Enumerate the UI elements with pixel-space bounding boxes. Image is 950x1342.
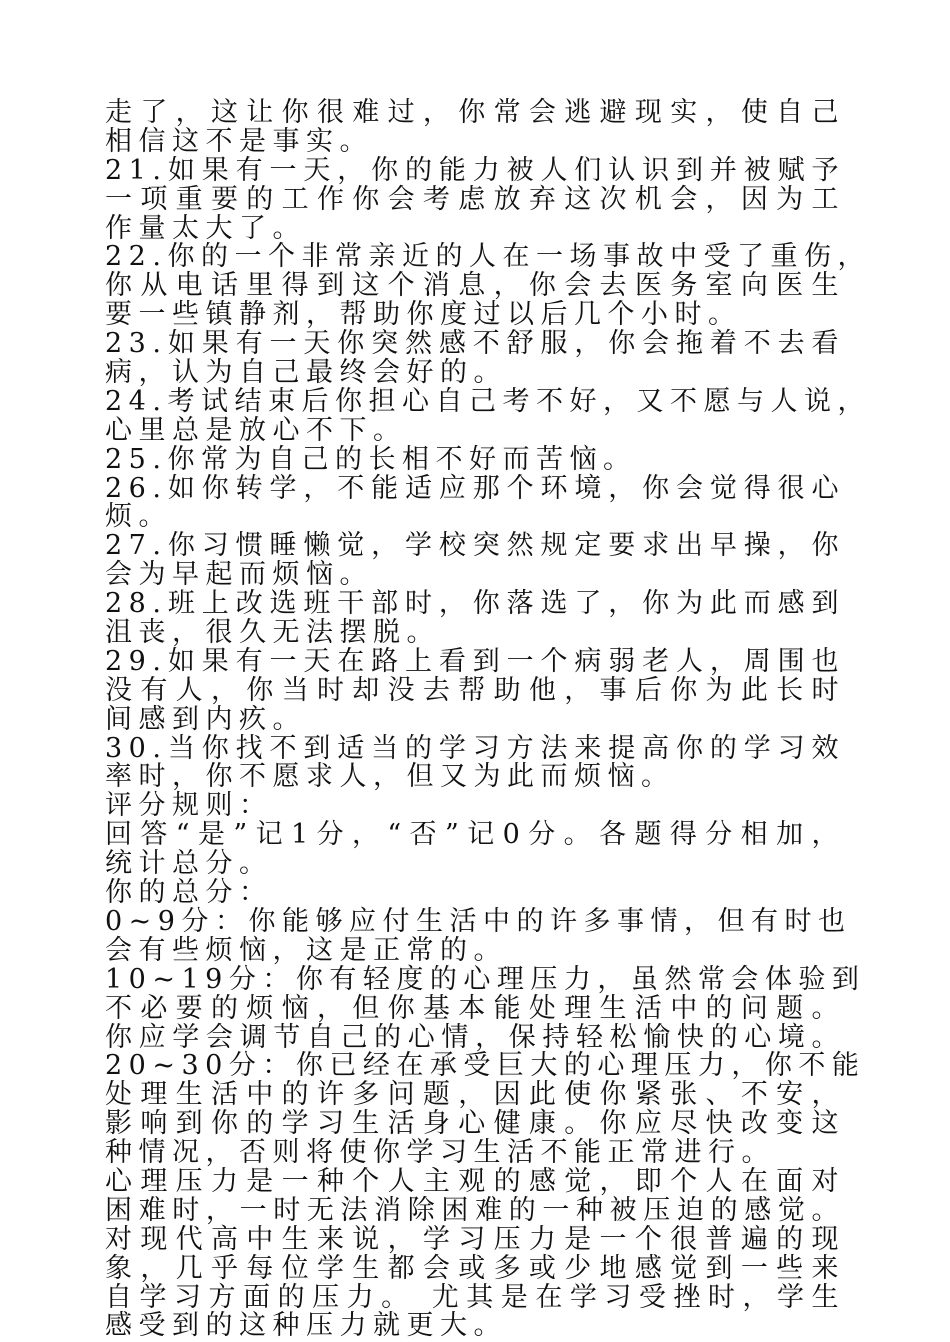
text-line: 20~30分：你已经在承受巨大的心理压力，你不能 [105, 1050, 866, 1082]
text-line: 感受到的这种压力就更大。 [105, 1310, 507, 1342]
text-line: 困难时，一时无法消除困难的一种被压迫的感觉。 [105, 1194, 845, 1226]
text-line: 21.如果有一天，你的能力被人们认识到并被赋予 [105, 154, 845, 186]
text-line: 种情况，否则将使你学习生活不能正常进行。 [105, 1137, 775, 1169]
scoring-rules-heading: 评分规则： [105, 790, 273, 822]
text-line: 处理生活中的许多问题，因此使你紧张、不安， [105, 1079, 845, 1111]
text-line: 心里总是放心不下。 [105, 414, 407, 446]
text-line: 回答“是”记1分，“否”记0分。各题得分相加， [105, 819, 845, 851]
text-line: 一项重要的工作你会考虑放弃这次机会，因为工 [105, 183, 845, 215]
text-line: 病，认为自己最终会好的。 [105, 357, 507, 389]
text-line: 自学习方面的压力。 尤其是在学习受挫时，学生 [105, 1281, 845, 1313]
text-line: 间感到内疚。 [105, 703, 306, 735]
text-line: 0~9分：你能够应付生活中的许多事情，但有时也 [105, 905, 852, 937]
text-line: 25.你常为自己的长相不好而苦恼。 [105, 443, 637, 475]
text-line: 27.你习惯睡懒觉，学校突然规定要求出早操，你 [105, 530, 845, 562]
text-line: 影响到你的学习生活身心健康。你应尽快改变这 [105, 1108, 845, 1140]
text-line: 29.如果有一天在路上看到一个病弱老人，周围也 [105, 645, 845, 677]
text-line: 你从电话里得到这个消息，你会去医务室向医生 [105, 270, 845, 302]
text-line: 26.如你转学，不能适应那个环境，你会觉得很心 [105, 472, 845, 504]
text-line: 走了，这让你很难过，你常会逃避现实，使自己 [105, 97, 845, 128]
text-line: 统计总分。 [105, 848, 273, 880]
text-line: 22.你的一个非常亲近的人在一场事故中受了重伤， [105, 241, 871, 273]
total-score-heading: 你的总分： [105, 877, 273, 909]
text-line: 心理压力是一种个人主观的感觉，即个人在面对 [105, 1165, 845, 1197]
text-line: 不必要的烦恼，但你基本能处理生活中的问题。 [105, 992, 845, 1024]
text-line: 作量太大了。 [105, 212, 306, 244]
text-line: 会有些烦恼，这是正常的。 [105, 934, 507, 966]
text-line: 你应学会调节自己的心情，保持轻松愉快的心境。 [105, 1021, 845, 1053]
text-line: 24.考试结束后你担心自己考不好，又不愿与人说， [105, 385, 871, 417]
text-line: 没有人，你当时却没去帮助他，事后你为此长时 [105, 674, 845, 706]
text-line: 沮丧，很久无法摆脱。 [105, 617, 440, 649]
text-line: 象，几乎每位学生都会或多或少地感觉到一些来 [105, 1252, 845, 1284]
text-line: 烦。 [105, 501, 172, 533]
text-line: 率时，你不愿求人，但又为此而烦恼。 [105, 761, 675, 793]
text-line: 23.如果有一天你突然感不舒服，你会拖着不去看 [105, 328, 845, 360]
text-line: 要一些镇静剂，帮助你度过以后几个小时。 [105, 299, 742, 331]
text-line: 10~19分：你有轻度的心理压力，虽然常会体验到 [105, 963, 866, 995]
document-page [105, 97, 871, 1342]
text-line: 会为早起而烦恼。 [105, 559, 373, 591]
text-line: 相信这不是事实。 [105, 125, 373, 157]
text-line: 28.班上改选班干部时，你落选了，你为此而感到 [105, 588, 845, 620]
text-line: 30.当你找不到适当的学习方法来提高你的学习效 [105, 732, 845, 764]
text-line: 对现代高中生来说，学习压力是一个很普遍的现 [105, 1223, 845, 1255]
